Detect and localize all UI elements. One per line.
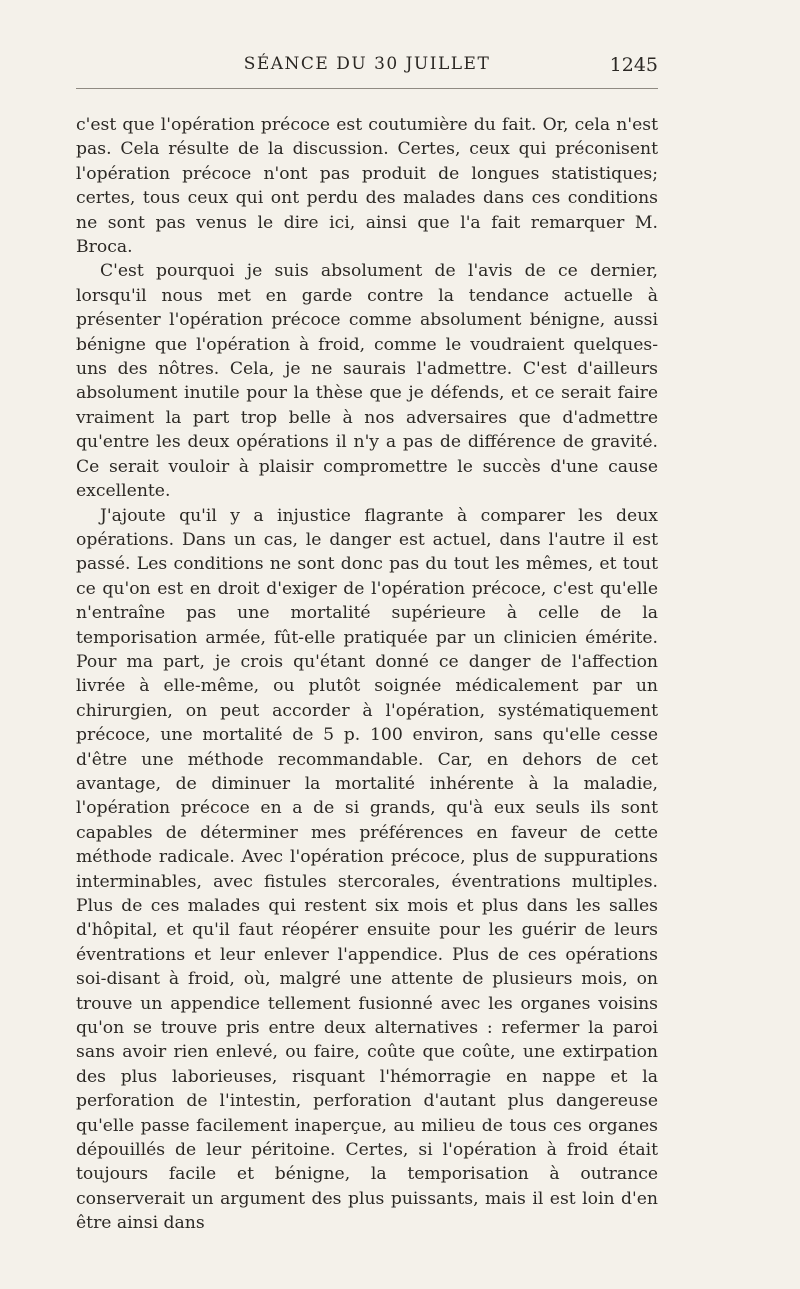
paragraph-1: c'est que l'opération précoce est coutumière du fait. Or, cela n'est pas. Cela résulte de la discussion. Certes, ceux qui préconisent l'opération précoce n'ont pas produit de longues statistiques; certes, tous ceux qui ont perdu des malades dans ces conditions ne sont pas venus le dire ici, ainsi que l'a fait remarquer M. Broca. bbox=[76, 115, 658, 258]
header-rule bbox=[76, 88, 658, 89]
page-number: 1245 bbox=[609, 54, 658, 76]
paragraph-2: C'est pourquoi je suis absolument de l'avis de ce dernier, lorsqu'il nous met en garde contre la tendance actuelle à présenter l'opération précoce comme absolument bénigne, aussi bénigne que l'opération à froid, comme le voudraient quelques-uns des nôtres. Cela, je ne saurais l'admettre. C'est d'ailleurs absolument inutile pour la thèse que je défends, et ce serait faire vraiment la part trop belle à nos adversaires que d'admettre qu'entre les deux opérations il n'y a pas de différence de gravité. Ce serait vouloir à plaisir compromettre le succès d'une cause excellente. bbox=[76, 261, 658, 502]
paragraph-3: J'ajoute qu'il y a injustice flagrante à comparer les deux opérations. Dans un cas, le danger est actuel, dans l'autre il est passé. Les conditions ne sont donc pas du tout les mêmes, et tout ce qu'on est en droit d'exiger de l'opération précoce, c'est qu'elle n'entraîne pas une mortalité supérieure à celle de la temporisation armée, fût-elle pratiquée par un clinicien émérite. Pour ma part, je crois qu'étant donné ce danger de l'affection livrée à elle-même, ou plutôt soignée médicalement par un chirurgien, on peut accorder à l'opération, systématiquement précoce, une mortalité de 5 p. 100 environ, sans qu'elle cesse d'être une méthode recommandable. Car, en dehors de cet avantage, de diminuer la mortalité inhérente à la maladie, l'opération précoce en a de si grands, qu'à eux seuls ils sont capables de déterminer mes préférences en faveur de cette méthode radicale. Avec l'opération précoce, plus de suppurations interminables, avec fistules stercorales, éventrations multiples. Plus de ces malades qui restent six mois et plus dans les salles d'hôpital, et qu'il faut réopérer ensuite pour les guérir de leurs éventrations et leur enlever l'appendice. Plus de ces opérations soi-disant à froid, où, malgré une attente de plusieurs mois, on trouve un appendice tellement fusionné avec les organes voisins qu'on se trouve pris entre deux alternatives : refermer la paroi sans avoir rien enlevé, ou faire, coûte que coûte, une extirpation des plus laborieuses, risquant l'hémorragie en nappe et la perforation de l'intestin, perforation d'autant plus dangereuse qu'elle passe facilement inaperçue, au milieu de tous ces organes dépouillés de leur péritoine. Certes, si l'opération à froid était toujours facile et bénigne, la temporisation à outrance conserverait un argument des plus puissants, mais il est loin d'en être ainsi dans bbox=[76, 505, 658, 1234]
body-text bbox=[76, 113, 658, 1236]
running-header bbox=[76, 54, 658, 84]
running-title: SÉANCE DU 30 JUILLET bbox=[243, 54, 491, 74]
